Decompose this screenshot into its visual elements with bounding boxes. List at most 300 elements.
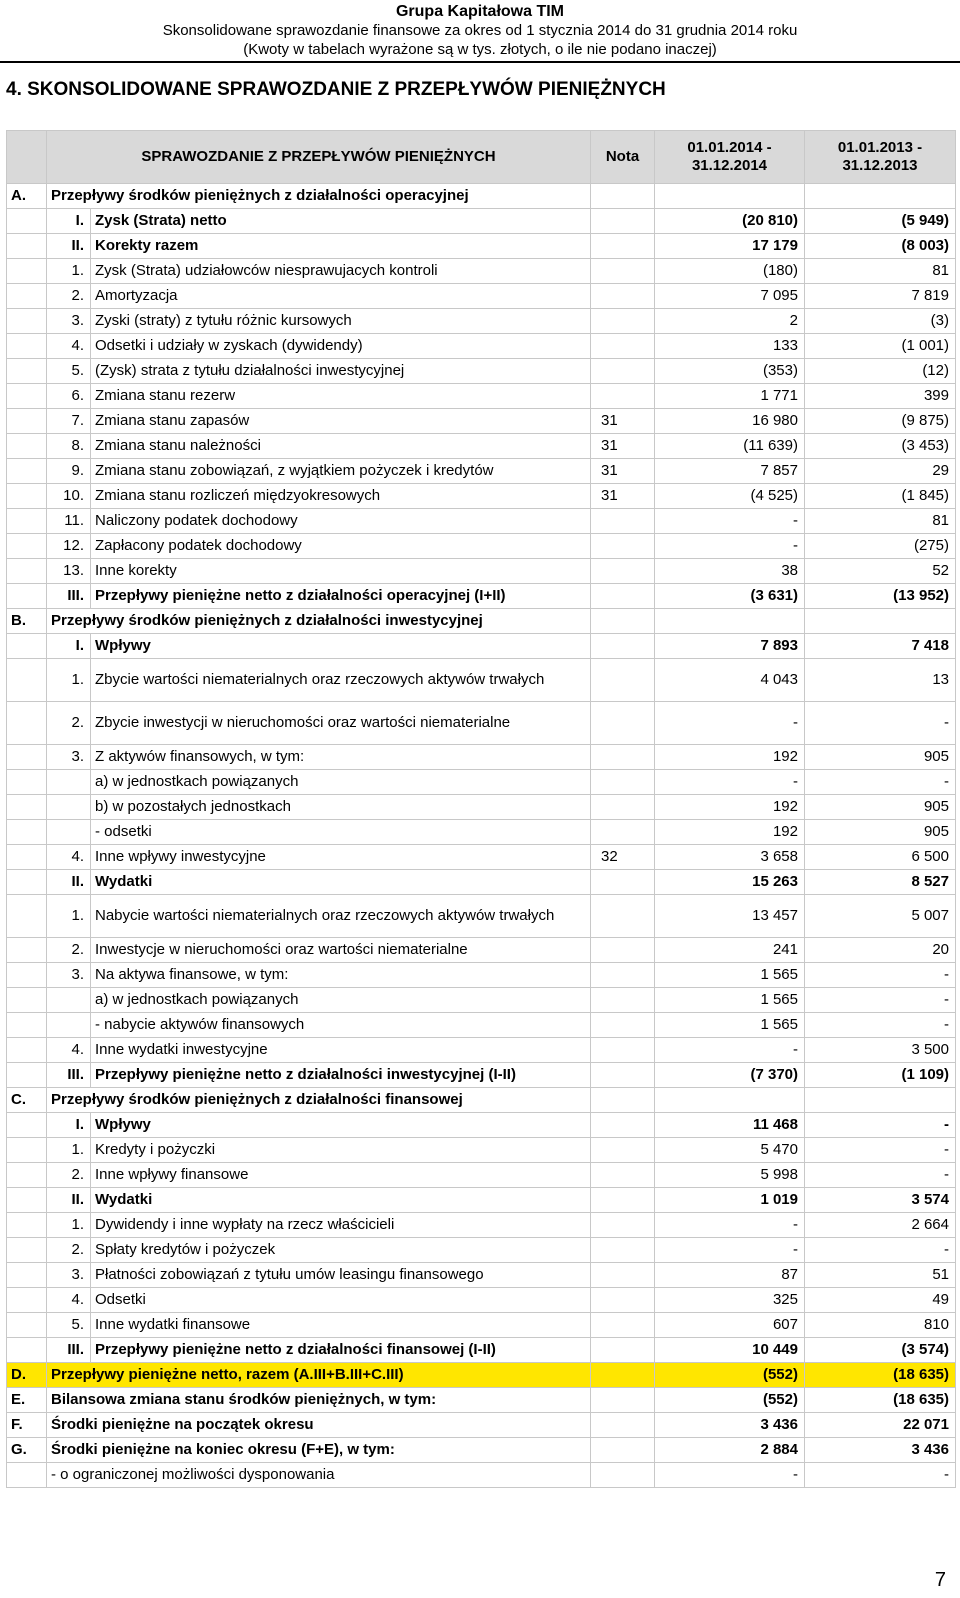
row-item-number: 1. [47, 1213, 91, 1238]
row-label: Naliczony podatek dochodowy [91, 509, 591, 534]
table-row [7, 284, 956, 309]
row-nota [591, 795, 655, 820]
row-label: Wydatki [91, 870, 591, 895]
row-value-2013: - [805, 988, 956, 1013]
row-value-2014: 15 263 [655, 870, 805, 895]
row-label: Zapłacony podatek dochodowy [91, 534, 591, 559]
table-row [7, 559, 956, 584]
row-value-2014: - [655, 1213, 805, 1238]
row-nota [591, 659, 655, 702]
row-label: Z aktywów finansowych, w tym: [91, 745, 591, 770]
row-item-number: 2. [47, 702, 91, 745]
row-item-number [47, 988, 91, 1013]
row-label: a) w jednostkach powiązanych [91, 770, 591, 795]
row-item-number: 1. [47, 659, 91, 702]
table-row [7, 584, 956, 609]
row-value-2014: (11 639) [655, 434, 805, 459]
row-value-2014: - [655, 1463, 805, 1488]
table-row [7, 702, 956, 745]
row-label: a) w jednostkach powiązanych [91, 988, 591, 1013]
table-row [7, 1263, 956, 1288]
row-section-letter [7, 409, 47, 434]
row-value-2013: 7 418 [805, 634, 956, 659]
table-row [7, 963, 956, 988]
table-row [7, 1113, 956, 1138]
row-section-letter [7, 334, 47, 359]
table-row [7, 309, 956, 334]
row-item-number: 6. [47, 384, 91, 409]
row-nota: 31 [591, 434, 655, 459]
row-value-2013: - [805, 1138, 956, 1163]
row-nota [591, 1038, 655, 1063]
row-nota [591, 1338, 655, 1363]
row-label: Amortyzacja [91, 284, 591, 309]
row-value-2013: 7 819 [805, 284, 956, 309]
table-row [7, 334, 956, 359]
row-value-2014: - [655, 770, 805, 795]
row-item-number: 1. [47, 895, 91, 938]
table-row [7, 745, 956, 770]
row-nota [591, 259, 655, 284]
table-row [7, 1013, 956, 1038]
row-item-number: 8. [47, 434, 91, 459]
row-nota [591, 1188, 655, 1213]
table-row [7, 534, 956, 559]
row-item-number: 13. [47, 559, 91, 584]
row-nota [591, 1288, 655, 1313]
row-value-2013: 3 500 [805, 1038, 956, 1063]
row-value-2013: 905 [805, 745, 956, 770]
row-label: Spłaty kredytów i pożyczek [91, 1238, 591, 1263]
row-value-2013: 5 007 [805, 895, 956, 938]
row-section-letter [7, 1113, 47, 1138]
row-label: Dywidendy i inne wypłaty na rzecz właścicieli [91, 1213, 591, 1238]
row-nota [591, 1163, 655, 1188]
row-nota [591, 963, 655, 988]
row-value-2014: 241 [655, 938, 805, 963]
table-row [7, 988, 956, 1013]
row-value-2013: (18 635) [805, 1363, 956, 1388]
table-row [7, 1238, 956, 1263]
row-section-letter [7, 870, 47, 895]
table-row [7, 409, 956, 434]
row-item-number: I. [47, 1113, 91, 1138]
row-nota [591, 1363, 655, 1388]
row-value-2013: (5 949) [805, 209, 956, 234]
table-row [7, 1438, 956, 1463]
table-row [7, 1188, 956, 1213]
row-item-number: 4. [47, 1038, 91, 1063]
row-item-number: 4. [47, 334, 91, 359]
table-body [7, 184, 956, 1488]
company-name: Grupa Kapitałowa TIM [395, 3, 564, 20]
table-row [7, 1063, 956, 1088]
row-value-2013: 3 574 [805, 1188, 956, 1213]
header-period-2013: 01.01.2013 - 31.12.2013 [805, 131, 956, 184]
row-item-number: III. [47, 584, 91, 609]
row-value-2014: 1 771 [655, 384, 805, 409]
row-value-2014: 1 565 [655, 1013, 805, 1038]
row-value-2013: (12) [805, 359, 956, 384]
document-header [0, 0, 960, 63]
row-value-2014: (7 370) [655, 1063, 805, 1088]
row-value-2014 [655, 1088, 805, 1113]
row-value-2014: (552) [655, 1363, 805, 1388]
row-nota [591, 509, 655, 534]
row-nota [591, 1138, 655, 1163]
table-row [7, 184, 956, 209]
row-section-letter [7, 1013, 47, 1038]
row-section-letter: G. [7, 1438, 47, 1463]
row-section-letter [7, 1463, 47, 1488]
row-nota [591, 209, 655, 234]
row-section-letter [7, 845, 47, 870]
row-value-2014: 17 179 [655, 234, 805, 259]
row-nota [591, 1388, 655, 1413]
row-section-letter [7, 534, 47, 559]
row-item-number: III. [47, 1338, 91, 1363]
row-section-letter [7, 359, 47, 384]
row-value-2013: 22 071 [805, 1413, 956, 1438]
header-rule [0, 61, 960, 63]
row-section-letter [7, 584, 47, 609]
table-row [7, 1163, 956, 1188]
row-value-2013: (13 952) [805, 584, 956, 609]
row-item-number: 4. [47, 845, 91, 870]
row-value-2013: 20 [805, 938, 956, 963]
row-item-number: 5. [47, 1313, 91, 1338]
row-value-2013: 810 [805, 1313, 956, 1338]
row-item-number: 1. [47, 1138, 91, 1163]
row-value-2014: 1 565 [655, 988, 805, 1013]
row-label: Korekty razem [91, 234, 591, 259]
row-section-letter [7, 259, 47, 284]
row-section-letter [7, 1188, 47, 1213]
table-row [7, 870, 956, 895]
row-section-letter: B. [7, 609, 47, 634]
row-value-2014: 7 857 [655, 459, 805, 484]
row-section-letter [7, 634, 47, 659]
table-row [7, 634, 956, 659]
row-item-number: 10. [47, 484, 91, 509]
row-value-2013 [805, 184, 956, 209]
row-nota [591, 1413, 655, 1438]
row-label: Inne wydatki inwestycyjne [91, 1038, 591, 1063]
header-blank-a [7, 131, 47, 184]
row-label: Nabycie wartości niematerialnych oraz rzeczowych aktywów trwałych [91, 895, 591, 938]
row-section-letter [7, 1238, 47, 1263]
row-label: Wydatki [91, 1188, 591, 1213]
row-nota [591, 870, 655, 895]
row-value-2014: 4 043 [655, 659, 805, 702]
table-row [7, 259, 956, 284]
row-value-2013: - [805, 1463, 956, 1488]
row-value-2013: (1 001) [805, 334, 956, 359]
row-section-letter [7, 459, 47, 484]
row-item-number: II. [47, 870, 91, 895]
row-section-letter [7, 509, 47, 534]
row-item-number: 1. [47, 259, 91, 284]
table-row [7, 234, 956, 259]
row-value-2014: 192 [655, 795, 805, 820]
row-value-2014: 607 [655, 1313, 805, 1338]
row-label: Inne korekty [91, 559, 591, 584]
row-value-2014: 3 658 [655, 845, 805, 870]
row-item-number: 7. [47, 409, 91, 434]
row-label: Przepływy pieniężne netto z działalności inwestycyjnej (I-II) [91, 1063, 591, 1088]
row-value-2013: - [805, 702, 956, 745]
row-label: Przepływy środków pieniężnych z działalności inwestycyjnej [47, 609, 591, 634]
row-value-2013: - [805, 963, 956, 988]
row-value-2014: 192 [655, 745, 805, 770]
row-value-2013: 905 [805, 820, 956, 845]
row-nota [591, 384, 655, 409]
row-item-number: 3. [47, 963, 91, 988]
row-value-2014: - [655, 1238, 805, 1263]
header-period-2014: 01.01.2014 - 31.12.2014 [655, 131, 805, 184]
table-row [7, 845, 956, 870]
table-row [7, 1363, 956, 1388]
row-item-number: 3. [47, 745, 91, 770]
row-item-number: II. [47, 234, 91, 259]
row-item-number [47, 770, 91, 795]
row-nota [591, 1013, 655, 1038]
row-label: Przepływy pieniężne netto z działalności finansowej (I-II) [91, 1338, 591, 1363]
amounts-note: (Kwoty w tabelach wyrażone są w tys. złotych, o ile nie podano inaczej) [243, 41, 717, 58]
row-item-number: 4. [47, 1288, 91, 1313]
row-label: Zmiana stanu zapasów [91, 409, 591, 434]
row-label: Odsetki i udziały w zyskach (dywidendy) [91, 334, 591, 359]
row-value-2013: 52 [805, 559, 956, 584]
row-section-letter [7, 1213, 47, 1238]
table-row [7, 1138, 956, 1163]
table-row [7, 659, 956, 702]
row-nota: 31 [591, 459, 655, 484]
row-label: Zmiana stanu należności [91, 434, 591, 459]
row-value-2014: 133 [655, 334, 805, 359]
table-header-row [7, 131, 956, 184]
row-label: Inwestycje w nieruchomości oraz wartości niematerialne [91, 938, 591, 963]
row-label: Inne wpływy inwestycyjne [91, 845, 591, 870]
row-value-2014 [655, 184, 805, 209]
table-row [7, 1213, 956, 1238]
row-value-2014: (3 631) [655, 584, 805, 609]
row-section-letter [7, 659, 47, 702]
row-nota [591, 1088, 655, 1113]
header-title: SPRAWOZDANIE Z PRZEPŁYWÓW PIENIĘŻNYCH [47, 131, 591, 184]
row-value-2014: (552) [655, 1388, 805, 1413]
row-value-2014: 192 [655, 820, 805, 845]
row-label: Przepływy środków pieniężnych z działalności finansowej [47, 1088, 591, 1113]
row-value-2013: (8 003) [805, 234, 956, 259]
row-value-2013: (9 875) [805, 409, 956, 434]
row-label: Zyski (straty) z tytułu różnic kursowych [91, 309, 591, 334]
table-row [7, 1038, 956, 1063]
row-label: Zmiana stanu rozliczeń międzyokresowych [91, 484, 591, 509]
table-row [7, 209, 956, 234]
row-item-number: III. [47, 1063, 91, 1088]
row-value-2013: 51 [805, 1263, 956, 1288]
row-section-letter [7, 234, 47, 259]
row-label: Wpływy [91, 634, 591, 659]
row-value-2014: 11 468 [655, 1113, 805, 1138]
row-section-letter [7, 745, 47, 770]
row-nota [591, 745, 655, 770]
row-section-letter [7, 795, 47, 820]
row-value-2014: (4 525) [655, 484, 805, 509]
row-section-letter [7, 434, 47, 459]
row-value-2013: 399 [805, 384, 956, 409]
row-section-letter [7, 938, 47, 963]
row-value-2013: - [805, 1013, 956, 1038]
row-nota [591, 634, 655, 659]
row-item-number [47, 1013, 91, 1038]
row-item-number: 9. [47, 459, 91, 484]
table-row [7, 459, 956, 484]
table-row [7, 795, 956, 820]
row-nota [591, 895, 655, 938]
row-section-letter [7, 895, 47, 938]
row-section-letter [7, 702, 47, 745]
row-section-letter [7, 1163, 47, 1188]
row-value-2014: 13 457 [655, 895, 805, 938]
row-value-2014: 1 565 [655, 963, 805, 988]
row-section-letter [7, 1038, 47, 1063]
row-nota [591, 1463, 655, 1488]
row-section-letter [7, 1338, 47, 1363]
row-nota [591, 770, 655, 795]
row-value-2014: 5 470 [655, 1138, 805, 1163]
row-value-2013: - [805, 1163, 956, 1188]
row-value-2014: - [655, 534, 805, 559]
row-section-letter [7, 1138, 47, 1163]
row-nota [591, 534, 655, 559]
row-label: Płatności zobowiązań z tytułu umów leasingu finansowego [91, 1263, 591, 1288]
row-nota: 31 [591, 484, 655, 509]
row-nota [591, 559, 655, 584]
row-label: Zmiana stanu zobowiązań, z wyjątkiem pożyczek i kredytów [91, 459, 591, 484]
row-item-number: 12. [47, 534, 91, 559]
table-row [7, 895, 956, 938]
row-item-number: 2. [47, 938, 91, 963]
row-value-2013: (3) [805, 309, 956, 334]
row-label: - nabycie aktywów finansowych [91, 1013, 591, 1038]
row-nota [591, 359, 655, 384]
page-number: 7 [934, 1569, 946, 1591]
row-nota [591, 1238, 655, 1263]
table-row [7, 820, 956, 845]
row-value-2013: (3 574) [805, 1338, 956, 1363]
row-nota [591, 234, 655, 259]
table-row [7, 384, 956, 409]
row-item-number: II. [47, 1188, 91, 1213]
table-row [7, 1413, 956, 1438]
table-row [7, 484, 956, 509]
row-value-2013: 8 527 [805, 870, 956, 895]
row-value-2014: 1 019 [655, 1188, 805, 1213]
row-value-2014: 325 [655, 1288, 805, 1313]
table-row [7, 434, 956, 459]
row-nota [591, 1313, 655, 1338]
row-value-2014: (353) [655, 359, 805, 384]
row-item-number: I. [47, 634, 91, 659]
row-label: Zysk (Strata) netto [91, 209, 591, 234]
row-section-letter: E. [7, 1388, 47, 1413]
row-section-letter: C. [7, 1088, 47, 1113]
table-row [7, 1388, 956, 1413]
row-label: Na aktywa finansowe, w tym: [91, 963, 591, 988]
row-value-2014: - [655, 702, 805, 745]
row-value-2014: 3 436 [655, 1413, 805, 1438]
row-section-letter [7, 770, 47, 795]
row-section-letter [7, 209, 47, 234]
row-nota [591, 1438, 655, 1463]
row-value-2014: 10 449 [655, 1338, 805, 1363]
row-section-letter [7, 284, 47, 309]
row-nota [591, 1213, 655, 1238]
row-value-2013: (1 109) [805, 1063, 956, 1088]
row-label: Zbycie inwestycji w nieruchomości oraz wartości niematerialne [91, 702, 591, 745]
row-section-letter [7, 988, 47, 1013]
row-value-2014: 2 [655, 309, 805, 334]
header-nota: Nota [591, 131, 655, 184]
row-item-number [47, 795, 91, 820]
row-value-2013 [805, 609, 956, 634]
row-value-2014: 5 998 [655, 1163, 805, 1188]
row-label: Przepływy pieniężne netto, razem (A.III+B.III+C.III) [47, 1363, 591, 1388]
row-value-2014: 87 [655, 1263, 805, 1288]
row-nota [591, 609, 655, 634]
row-nota [591, 820, 655, 845]
row-value-2014: 7 095 [655, 284, 805, 309]
row-value-2013: 29 [805, 459, 956, 484]
row-nota [591, 309, 655, 334]
row-label: Inne wpływy finansowe [91, 1163, 591, 1188]
table-row [7, 1338, 956, 1363]
row-item-number [47, 820, 91, 845]
table-row [7, 359, 956, 384]
row-nota [591, 184, 655, 209]
table-row [7, 938, 956, 963]
row-label: Przepływy pieniężne netto z działalności operacyjnej (I+II) [91, 584, 591, 609]
row-item-number: 3. [47, 1263, 91, 1288]
row-nota [591, 938, 655, 963]
row-section-letter [7, 963, 47, 988]
row-section-letter [7, 384, 47, 409]
row-value-2014: 2 884 [655, 1438, 805, 1463]
row-label: b) w pozostałych jednostkach [91, 795, 591, 820]
row-nota [591, 284, 655, 309]
row-value-2013: 49 [805, 1288, 956, 1313]
row-nota [591, 584, 655, 609]
table-row [7, 1288, 956, 1313]
row-label: Przepływy środków pieniężnych z działalności operacyjnej [47, 184, 591, 209]
row-value-2014 [655, 609, 805, 634]
row-label: Odsetki [91, 1288, 591, 1313]
table-row [7, 770, 956, 795]
row-value-2013: 81 [805, 509, 956, 534]
row-section-letter: F. [7, 1413, 47, 1438]
row-value-2014: - [655, 509, 805, 534]
report-subtitle: Skonsolidowane sprawozdanie finansowe za okres od 1 stycznia 2014 do 31 grudnia 2014 roku [162, 22, 798, 39]
row-value-2014: (20 810) [655, 209, 805, 234]
row-value-2013: - [805, 1113, 956, 1138]
row-item-number: 5. [47, 359, 91, 384]
row-label: Środki pieniężne na początek okresu [47, 1413, 591, 1438]
row-value-2013: (3 453) [805, 434, 956, 459]
row-section-letter: D. [7, 1363, 47, 1388]
row-label: - o ograniczonej możliwości dysponowania [47, 1463, 591, 1488]
